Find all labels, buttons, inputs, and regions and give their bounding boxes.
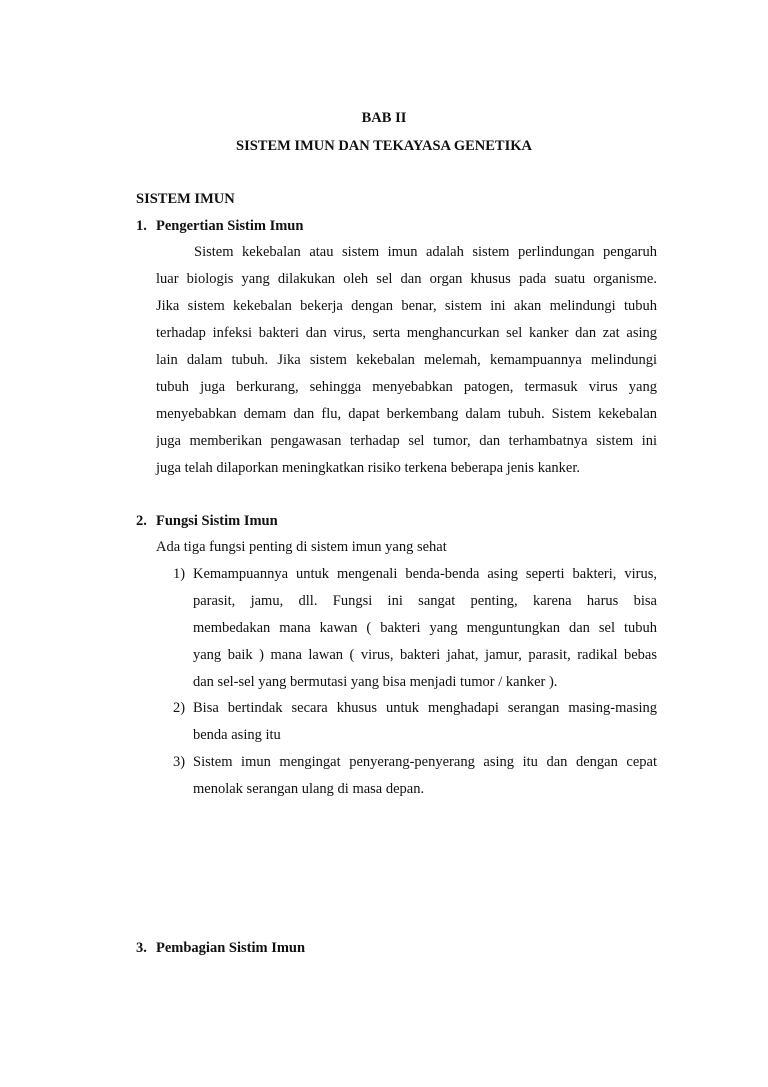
list-item-line: Kemampuannya untuk mengenali benda-benda asing seperti bakteri, virus, (193, 566, 657, 582)
section-3-title: Pembagian Sistim Imun (156, 940, 306, 956)
section-2-title: Fungsi Sistim Imun (156, 513, 278, 529)
list-item-number: 1) (173, 566, 186, 582)
paragraph-line: menyebabkan demam dan flu, dapat berkembang dalam tubuh. Sistem kekebalan (156, 406, 657, 422)
chapter-title: SISTEM IMUN DAN TEKAYASA GENETIKA (236, 138, 532, 154)
paragraph-line: Jika sistem kekebalan bekerja dengan benar, sistem ini akan melindungi tubuh (156, 298, 657, 314)
list-item-line: parasit, jamu, dll. Fungsi ini sangat penting, karena harus bisa (193, 593, 657, 609)
section-heading: SISTEM IMUN (136, 191, 235, 207)
list-item-line: Sistem imun mengingat penyerang-penyerang asing itu dan dengan cepat (193, 754, 657, 770)
paragraph-line: juga memberikan pengawasan terhadap sel tumor, dan terhambatnya sistem ini (156, 433, 657, 449)
section-3-number: 3. (136, 940, 147, 956)
list-item-line: yang baik ) mana lawan ( virus, bakteri jahat, jamur, parasit, radikal bebas (193, 647, 657, 663)
paragraph-line: juga telah dilaporkan meningkatkan risiko terkena beberapa jenis kanker. (156, 460, 580, 476)
list-item-line: menolak serangan ulang di masa depan. (193, 781, 425, 797)
list-item-line: membedakan mana kawan ( bakteri yang menguntungkan dan sel tubuh (193, 620, 657, 636)
paragraph-line: luar biologis yang dilakukan oleh sel dan organ khusus pada suatu organisme. (156, 271, 657, 287)
list-item-line: dan sel-sel yang bermutasi yang bisa menjadi tumor / kanker ). (193, 674, 558, 690)
list-item-line: benda asing itu (193, 727, 281, 743)
list-item-number: 3) (173, 754, 186, 770)
list-item-number: 2) (173, 700, 186, 716)
list-item-line: Bisa bertindak secara khusus untuk menghadapi serangan masing-masing (193, 700, 657, 716)
section-2-number: 2. (136, 513, 147, 529)
paragraph-line: terhadap infeksi bakteri dan virus, serta menghancurkan sel kanker dan zat asing (156, 325, 657, 341)
chapter-label: BAB II (361, 110, 407, 126)
paragraph-line: Sistem kekebalan atau sistem imun adalah sistem perlindungan pengaruh (194, 244, 657, 260)
paragraph-line: tubuh juga berkurang, sehingga menyebabkan patogen, termasuk virus yang (156, 379, 657, 395)
section-2-intro: Ada tiga fungsi penting di sistem imun yang sehat (156, 539, 447, 555)
paragraph-line: lain dalam tubuh. Jika sistem kekebalan melemah, kemampuannya melindungi (156, 352, 657, 368)
section-1-title: Pengertian Sistim Imun (156, 218, 304, 234)
section-1-number: 1. (136, 218, 147, 234)
